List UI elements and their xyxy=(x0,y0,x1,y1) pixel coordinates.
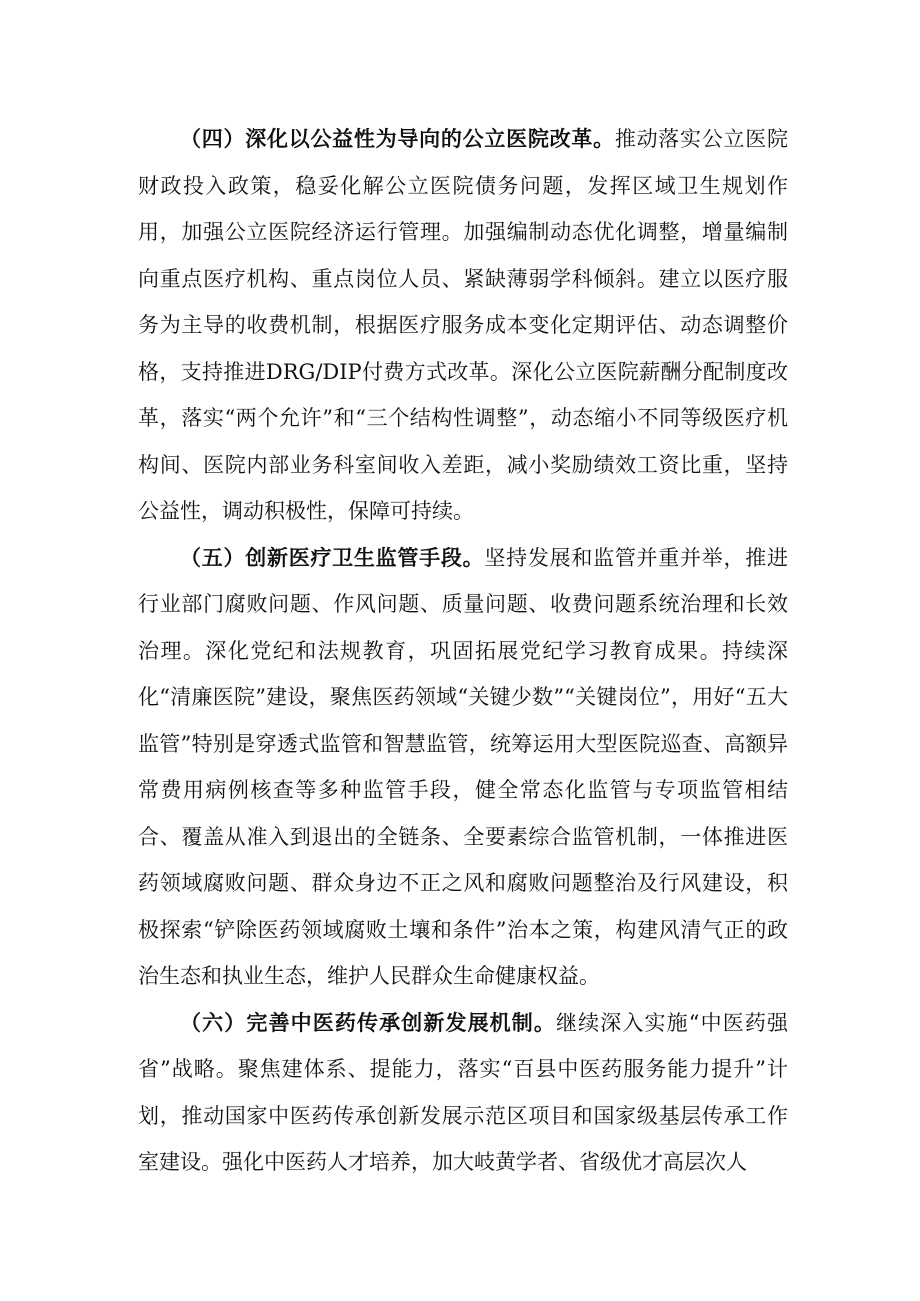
paragraph-public-hospital-reform xyxy=(138,116,788,535)
paragraph-text: 推动落实公立医院财政投入政策，稳妥化解公立医院债务问题，发挥区域卫生规划作用，加强公立医院经济运行管理。加强编制动态优化调整，增量编制向重点医疗机构、重点岗位人员、紧缺薄弱学科倾斜。建立以医疗服务为主导的收费机制，根据医疗服务成本变化定期评估、动态调整价格，支持推进DRG/DIP付费方式改革。深化公立医院薪酬分配制度改革，落实“两个允许”和“三个结构性调整”，动态缩小不同等级医疗机构间、医院内部业务科室间收入差距，减小奖励绩效工资比重，坚持公益性，调动积极性，保障可持续。 xyxy=(138,127,789,523)
document-body xyxy=(138,116,788,1186)
paragraph-tcm-development xyxy=(138,1000,788,1186)
paragraph-heading: （六）完善中医药传承创新发展机制。 xyxy=(180,1010,557,1035)
paragraph-supervision xyxy=(138,535,788,1000)
paragraph-text: 坚持发展和监管并重并举，推进行业部门腐败问题、作风问题、质量问题、收费问题系统治理和长效治理。深化党纪和法规教育，巩固拓展党纪学习教育成果。持续深化“清廉医院”建设，聚焦医药领域“关键少数”“关键岗位”，用好“五大监管”特别是穿透式监管和智慧监管，统筹运用大型医院巡查、高额异常费用病例核查等多种监管手段，健全常态化监管与专项监管相结合、覆盖从准入到退出的全链条、全要素综合监管机制，一体推进医药领域腐败问题、群众身边不正之风和腐败问题整治及行风建设，积极探索“铲除医药领域腐败土壤和条件”治本之策，构建风清气正的政治生态和执业生态，维护人民群众生命健康权益。 xyxy=(138,545,789,988)
paragraph-heading: （五）创新医疗卫生监管手段。 xyxy=(180,545,485,570)
paragraph-heading: （四）深化以公益性为导向的公立医院改革。 xyxy=(180,127,615,151)
paragraph-text: 继续深入实施“中医药强省”战略。聚焦建体系、提能力，落实“百县中医药服务能力提升”计划，推动国家中医药传承创新发展示范区项目和国家级基层传承工作室建设。强化中医药人才培养，加大岐黄学者、省级优才高层次人 xyxy=(138,1010,788,1174)
